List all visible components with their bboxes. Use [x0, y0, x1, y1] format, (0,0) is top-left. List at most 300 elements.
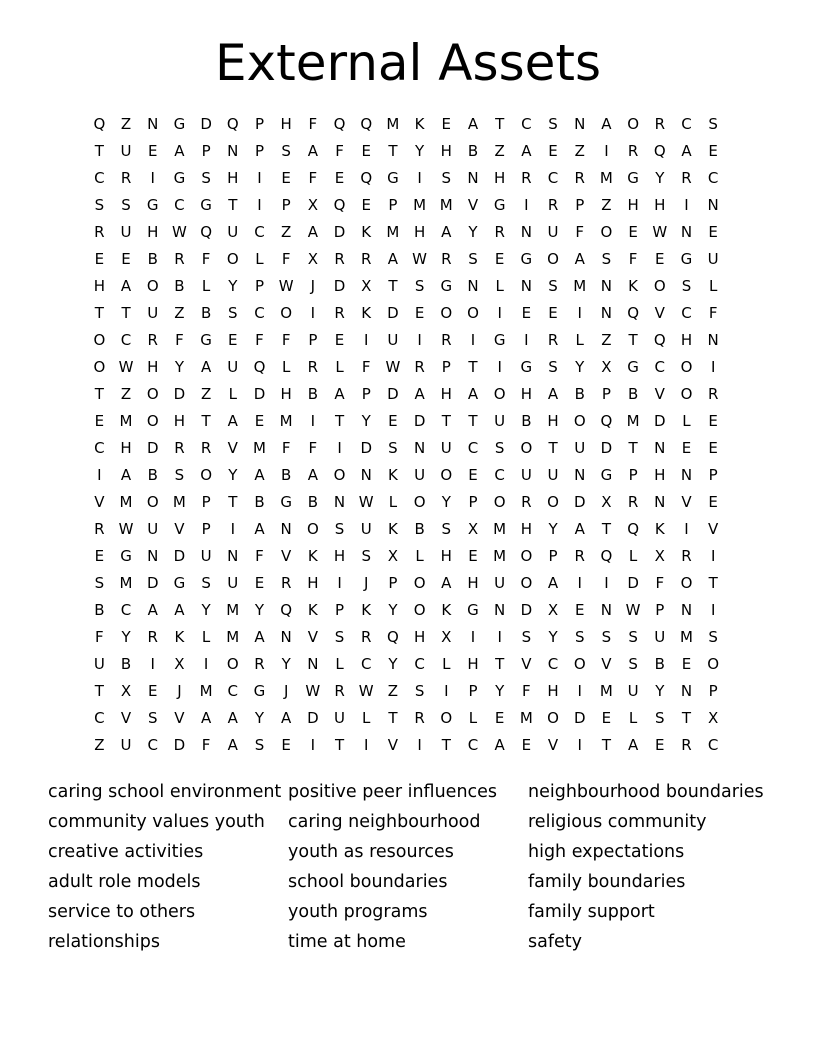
grid-letter: E	[708, 142, 718, 160]
grid-letter: F	[522, 682, 531, 700]
grid-letter: L	[628, 547, 638, 565]
grid-letter: N	[360, 466, 372, 484]
grid-letter: L	[362, 709, 371, 727]
grid-letter: R	[147, 331, 158, 349]
grid-letter: E	[494, 709, 505, 727]
grid-letter: A	[414, 385, 425, 403]
grid-letter: H	[680, 331, 693, 349]
grid-letter: X	[361, 277, 372, 295]
grid-letter: E	[708, 412, 718, 430]
grid-letter: Y	[655, 169, 665, 187]
grid-letter: A	[281, 709, 292, 727]
grid-letter: O	[333, 466, 346, 484]
grid-letter: L	[415, 547, 424, 565]
grid-letter: O	[146, 493, 159, 511]
grid-letter: O	[493, 493, 506, 511]
grid-letter: Y	[121, 628, 131, 646]
grid-letter: P	[308, 331, 318, 349]
grid-letter: M	[226, 628, 240, 646]
grid-letter: A	[467, 385, 479, 403]
grid-letter: G	[467, 601, 479, 619]
grid-letter: P	[254, 115, 264, 133]
grid-letter: O	[440, 304, 453, 322]
grid-letter: D	[333, 223, 346, 241]
grid-letter: I	[150, 655, 155, 673]
grid-letter: E	[468, 547, 478, 565]
grid-letter: T	[94, 304, 104, 322]
grid-letter: I	[497, 628, 502, 646]
grid-letter: R	[334, 250, 345, 268]
grid-letter: S	[655, 709, 665, 727]
word-list-item: safety	[528, 932, 582, 952]
grid-letter: H	[93, 277, 105, 295]
grid-letter: H	[413, 628, 426, 646]
grid-letter: T	[228, 493, 238, 511]
grid-letter: K	[628, 277, 639, 295]
grid-letter: Q	[627, 520, 639, 538]
grid-letter: O	[146, 277, 159, 295]
grid-letter: E	[254, 574, 265, 592]
grid-letter: H	[333, 547, 346, 565]
grid-letter: Z	[174, 304, 185, 322]
grid-letter: A	[307, 142, 318, 160]
grid-letter: G	[173, 115, 186, 133]
grid-letter: O	[226, 655, 239, 673]
grid-letter: E	[521, 304, 532, 322]
grid-letter: O	[653, 277, 666, 295]
letter-grid	[86, 114, 727, 762]
grid-letter: V	[708, 520, 719, 538]
grid-letter: V	[654, 304, 665, 322]
grid-letter: D	[146, 574, 159, 592]
grid-letter: O	[146, 385, 159, 403]
grid-letter: R	[681, 547, 692, 565]
grid-letter: P	[708, 466, 718, 484]
grid-letter: V	[307, 628, 318, 646]
grid-letter: O	[547, 493, 559, 511]
grid-letter: L	[575, 331, 584, 349]
grid-letter: S	[228, 304, 238, 322]
grid-letter: A	[120, 466, 132, 484]
grid-letter: X	[174, 655, 185, 673]
grid-letter: I	[203, 655, 209, 673]
grid-letter: D	[520, 601, 533, 619]
word-list-item: creative activities	[48, 842, 204, 862]
grid-letter: F	[708, 304, 718, 322]
grid-letter: I	[417, 736, 422, 754]
grid-letter: X	[654, 547, 665, 565]
grid-letter: U	[147, 304, 159, 322]
grid-letter: C	[360, 655, 372, 673]
grid-letter: M	[519, 709, 533, 727]
grid-letter: A	[441, 574, 452, 592]
grid-letter: M	[172, 493, 186, 511]
grid-letter: P	[281, 196, 291, 214]
grid-letter: A	[521, 142, 532, 160]
grid-letter: R	[547, 196, 559, 214]
grid-letter: X	[387, 547, 399, 565]
grid-letter: R	[361, 250, 372, 268]
grid-letter: N	[520, 223, 532, 241]
grid-letter: L	[335, 358, 344, 376]
grid-letter: C	[547, 655, 559, 673]
grid-letter: O	[146, 412, 159, 430]
grid-letter: N	[280, 628, 292, 646]
grid-letter: N	[467, 277, 479, 295]
grid-letter: C	[254, 304, 265, 322]
grid-letter: C	[467, 439, 479, 457]
grid-letter: M	[119, 493, 133, 511]
grid-letter: E	[147, 142, 158, 160]
grid-letter: C	[494, 466, 505, 484]
grid-letter: X	[708, 709, 719, 727]
grid-letter: M	[252, 439, 266, 457]
grid-letter: O	[573, 412, 586, 430]
grid-letter: E	[494, 250, 505, 268]
grid-letter: R	[414, 709, 425, 727]
grid-letter: T	[228, 196, 238, 214]
grid-letter: R	[681, 169, 692, 187]
grid-letter: N	[333, 493, 346, 511]
grid-letter: E	[681, 655, 692, 673]
grid-letter: L	[228, 385, 237, 403]
grid-letter: R	[414, 358, 425, 376]
grid-letter: H	[413, 223, 426, 241]
grid-letter: T	[628, 331, 638, 349]
grid-letter: H	[227, 169, 239, 187]
grid-letter: T	[468, 412, 478, 430]
grid-letter: K	[387, 520, 398, 538]
grid-letter: I	[604, 574, 609, 592]
grid-letter: P	[468, 493, 478, 511]
grid-letter: I	[337, 439, 342, 457]
grid-letter: F	[201, 250, 211, 268]
grid-letter: A	[467, 115, 479, 133]
grid-letter: S	[94, 196, 105, 214]
grid-letter: Z	[387, 682, 399, 700]
grid-letter: C	[120, 601, 132, 619]
grid-letter: H	[440, 547, 452, 565]
grid-letter: F	[255, 331, 264, 349]
grid-letter: T	[441, 736, 451, 754]
grid-letter: Z	[200, 385, 212, 403]
grid-letter: F	[201, 736, 211, 754]
word-list-item: time at home	[288, 932, 406, 952]
grid-letter: N	[600, 304, 613, 322]
grid-letter: F	[175, 331, 184, 349]
grid-letter: O	[600, 223, 613, 241]
grid-letter: P	[628, 466, 638, 484]
grid-letter: T	[495, 655, 505, 673]
grid-letter: P	[201, 520, 211, 538]
grid-letter: K	[414, 115, 425, 133]
grid-letter: L	[281, 358, 291, 376]
grid-letter: A	[147, 601, 158, 619]
grid-letter: N	[147, 115, 159, 133]
grid-letter: I	[577, 682, 582, 700]
grid-letter: L	[708, 277, 718, 295]
grid-letter: I	[470, 628, 476, 646]
grid-letter: B	[147, 466, 158, 484]
grid-letter: C	[254, 223, 265, 241]
grid-letter: E	[681, 439, 692, 457]
grid-letter: S	[334, 628, 345, 646]
grid-letter: Q	[360, 115, 373, 133]
grid-letter: G	[600, 466, 613, 484]
grid-letter: A	[574, 250, 585, 268]
word-list-item: youth programs	[288, 902, 428, 922]
grid-letter: U	[387, 331, 399, 349]
grid-letter: S	[708, 115, 718, 133]
grid-letter: B	[94, 601, 105, 619]
grid-letter: Z	[120, 385, 132, 403]
grid-letter: P	[441, 358, 451, 376]
grid-letter: Q	[93, 115, 106, 133]
grid-letter: U	[200, 547, 212, 565]
grid-letter: Q	[333, 115, 346, 133]
grid-letter: V	[681, 493, 692, 511]
grid-letter: N	[654, 493, 666, 511]
grid-letter: T	[121, 304, 131, 322]
grid-letter: S	[121, 196, 131, 214]
grid-letter: R	[494, 223, 505, 241]
grid-letter: O	[306, 520, 319, 538]
grid-letter: F	[575, 223, 585, 241]
grid-letter: F	[308, 439, 318, 457]
grid-letter: X	[601, 493, 612, 511]
grid-letter: R	[574, 547, 585, 565]
grid-letter: I	[524, 331, 529, 349]
grid-letter: F	[95, 628, 104, 646]
grid-letter: K	[654, 520, 665, 538]
word-list-item: adult role models	[48, 872, 201, 892]
grid-letter: G	[146, 196, 159, 214]
grid-letter: H	[307, 574, 319, 592]
grid-letter: Q	[280, 601, 293, 619]
grid-letter: P	[388, 574, 398, 592]
grid-letter: L	[442, 655, 451, 673]
grid-letter: T	[495, 115, 505, 133]
grid-letter: D	[573, 493, 586, 511]
grid-letter: U	[334, 709, 346, 727]
grid-letter: B	[414, 520, 425, 538]
grid-letter: L	[201, 628, 211, 646]
grid-letter: O	[573, 655, 586, 673]
grid-letter: W	[305, 682, 321, 700]
grid-letter: T	[94, 142, 104, 160]
grid-letter: Y	[468, 223, 478, 241]
grid-letter: Q	[600, 547, 613, 565]
grid-letter: Q	[387, 628, 399, 646]
grid-letter: B	[174, 277, 185, 295]
grid-letter: Z	[574, 142, 585, 160]
grid-letter: Z	[120, 115, 132, 133]
grid-letter: D	[146, 439, 159, 457]
word-list-item: relationships	[48, 932, 160, 952]
grid-letter: D	[413, 412, 426, 430]
grid-letter: V	[467, 196, 479, 214]
grid-letter: A	[254, 466, 265, 484]
grid-letter: R	[120, 169, 132, 187]
grid-letter: A	[227, 412, 238, 430]
grid-letter: V	[281, 547, 292, 565]
grid-letter: H	[280, 385, 292, 403]
grid-letter: M	[386, 223, 400, 241]
grid-letter: D	[307, 709, 319, 727]
grid-letter: E	[388, 412, 398, 430]
grid-letter: K	[307, 601, 318, 619]
grid-letter: K	[361, 304, 372, 322]
grid-letter: E	[468, 466, 478, 484]
grid-letter: I	[364, 331, 369, 349]
grid-letter: G	[493, 196, 506, 214]
grid-letter: S	[414, 277, 425, 295]
grid-letter: W	[118, 520, 134, 538]
grid-letter: L	[682, 412, 691, 430]
grid-letter: M	[279, 412, 293, 430]
grid-letter: N	[600, 277, 613, 295]
grid-letter: N	[147, 547, 159, 565]
grid-letter: V	[601, 655, 612, 673]
grid-letter: V	[227, 439, 238, 457]
grid-letter: Z	[281, 223, 292, 241]
grid-letter: A	[307, 466, 318, 484]
grid-letter: L	[388, 493, 398, 511]
grid-letter: U	[414, 466, 426, 484]
grid-letter: E	[655, 250, 665, 268]
grid-letter: H	[147, 358, 159, 376]
grid-letter: C	[147, 736, 158, 754]
grid-letter: J	[310, 277, 316, 295]
grid-letter: C	[547, 169, 559, 187]
grid-letter: W	[171, 223, 187, 241]
grid-letter: X	[601, 358, 612, 376]
grid-letter: T	[388, 142, 398, 160]
grid-letter: A	[200, 709, 212, 727]
grid-letter: Q	[360, 169, 373, 187]
grid-letter: R	[441, 250, 452, 268]
grid-letter: W	[385, 358, 401, 376]
grid-letter: O	[440, 709, 453, 727]
grid-letter: C	[521, 115, 532, 133]
grid-letter: E	[441, 115, 452, 133]
grid-letter: G	[627, 169, 639, 187]
grid-letter: S	[201, 574, 211, 592]
grid-letter: I	[577, 736, 582, 754]
grid-letter: Y	[575, 358, 585, 376]
grid-letter: O	[280, 304, 293, 322]
grid-letter: T	[388, 277, 398, 295]
grid-letter: L	[335, 655, 344, 673]
grid-letter: G	[200, 196, 212, 214]
grid-letter: A	[254, 520, 265, 538]
grid-letter: Q	[600, 412, 613, 430]
grid-letter: E	[361, 142, 371, 160]
grid-letter: C	[707, 736, 719, 754]
grid-letter: S	[147, 709, 158, 727]
grid-letter: Y	[201, 601, 211, 619]
grid-letter: B	[521, 412, 532, 430]
grid-letter: L	[255, 250, 264, 268]
grid-letter: H	[467, 655, 479, 673]
grid-letter: U	[494, 412, 506, 430]
grid-letter: A	[120, 277, 132, 295]
grid-letter: T	[334, 736, 345, 754]
grid-letter: H	[147, 223, 159, 241]
grid-letter: A	[547, 574, 559, 592]
grid-letter: E	[281, 169, 291, 187]
word-list-item: neighbourhood boundaries	[528, 782, 764, 802]
grid-letter: B	[254, 493, 265, 511]
grid-letter: N	[654, 439, 666, 457]
grid-letter: V	[521, 655, 532, 673]
grid-letter: C	[681, 304, 692, 322]
grid-letter: T	[94, 682, 104, 700]
grid-letter: J	[364, 574, 369, 592]
grid-letter: D	[387, 385, 399, 403]
grid-letter: W	[652, 223, 668, 241]
grid-letter: W	[278, 277, 294, 295]
grid-letter: E	[361, 196, 371, 214]
grid-letter: F	[308, 115, 318, 133]
grid-letter: N	[520, 277, 532, 295]
grid-letter: E	[121, 250, 131, 268]
grid-letter: O	[520, 574, 533, 592]
grid-letter: O	[93, 358, 106, 376]
grid-letter: P	[254, 142, 264, 160]
grid-letter: C	[94, 709, 105, 727]
grid-letter: Y	[548, 628, 558, 646]
grid-letter: I	[417, 331, 422, 349]
grid-letter: N	[680, 223, 693, 241]
grid-letter: C	[467, 736, 479, 754]
grid-letter: E	[548, 304, 558, 322]
grid-letter: P	[601, 385, 611, 403]
grid-letter: O	[413, 574, 426, 592]
grid-letter: E	[708, 439, 718, 457]
grid-letter: U	[360, 520, 372, 538]
grid-letter: Y	[441, 493, 451, 511]
grid-letter: S	[414, 682, 425, 700]
grid-letter: E	[708, 493, 718, 511]
grid-letter: U	[547, 223, 559, 241]
grid-letter: F	[281, 331, 291, 349]
grid-letter: T	[601, 736, 611, 754]
grid-letter: P	[708, 682, 718, 700]
grid-letter: R	[280, 574, 292, 592]
grid-letter: F	[308, 169, 318, 187]
grid-letter: S	[388, 439, 398, 457]
grid-letter: O	[520, 439, 533, 457]
grid-letter: M	[226, 601, 240, 619]
grid-letter: T	[388, 709, 398, 727]
grid-letter: A	[627, 736, 639, 754]
grid-letter: Y	[228, 277, 238, 295]
grid-letter: R	[574, 169, 585, 187]
grid-letter: C	[227, 682, 239, 700]
grid-letter: S	[281, 142, 291, 160]
grid-letter: G	[173, 574, 186, 592]
grid-letter: A	[547, 385, 559, 403]
page-title: External Assets	[214, 34, 602, 92]
grid-letter: I	[604, 142, 609, 160]
grid-letter: L	[495, 277, 504, 295]
grid-letter: T	[548, 439, 558, 457]
word-list-item: family boundaries	[528, 872, 686, 892]
grid-letter: X	[467, 520, 479, 538]
grid-letter: O	[200, 466, 212, 484]
grid-letter: B	[147, 250, 158, 268]
